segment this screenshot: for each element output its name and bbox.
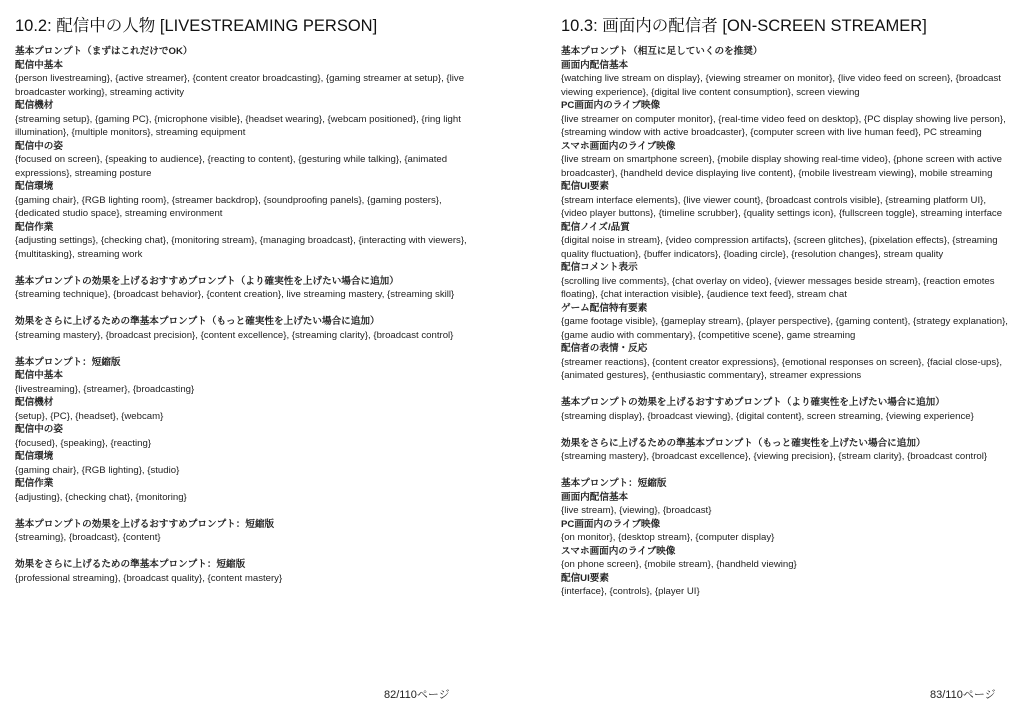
section-text: {setup}, {PC}, {headset}, {webcam} xyxy=(15,410,164,422)
section-text: {streamer reactions}, {content creator expressions}, {emotional responses on screen}, {facial close-ups}, {animated gestures}, {enthusiastic commentary}, streamer expressions xyxy=(561,356,1003,381)
section-heading: 配信中の姿 xyxy=(15,424,63,435)
section-heading: スマホ画面内のライブ映像 xyxy=(561,140,676,152)
section-heading: ゲーム配信特有要素 xyxy=(561,302,648,314)
short-label: 基本プロンプト：短縮版 xyxy=(561,478,667,489)
section-heading: 配信環境 xyxy=(15,181,54,192)
section-heading: 配信UI要素 xyxy=(561,181,609,192)
page-number: 83/110ページ xyxy=(930,689,996,701)
semi-basic-text: {streaming mastery}, {broadcast excellence}, {viewing precision}, {stream clarity}, {broadcast control} xyxy=(561,451,988,462)
section-text: {digital noise in stream}, {video compression artifacts}, {screen glitches}, {pixelation effects}, {streaming quality fluctuation}, {buffer indicators}, {loading circle}, {resolution changes}, stream quality xyxy=(561,235,998,260)
section-text: {person livestreaming}, {active streamer}, {content creator broadcasting}, {gaming streamer at setup}, {live broadcaster working}, streaming activity xyxy=(15,73,465,98)
section-text: {gaming chair}, {RGB lighting room}, {streamer backdrop}, {soundproofing panels}, {gaming posters}, {dedicated studio space}, streaming environment xyxy=(15,194,442,219)
page-number: 82/110ページ xyxy=(384,689,450,701)
section-heading: 配信環境 xyxy=(15,451,54,462)
semi-basic-short-text: {professional streaming}, {broadcast quality}, {content mastery} xyxy=(15,572,283,584)
section-heading: 画面内配信基本 xyxy=(561,491,629,503)
recommended-short-heading: 基本プロンプトの効果を上げるおすすめプロンプト：短縮版 xyxy=(15,518,275,530)
recommended-text: {streaming display}, {broadcast viewing}, {digital content}, screen streaming, {viewing experience} xyxy=(561,410,974,422)
recommended-heading: 基本プロンプトの効果を上げるおすすめプロンプト（より確実性を上げたい場合に追加） xyxy=(561,397,945,408)
section-text: {live stream}, {viewing}, {broadcast} xyxy=(561,505,712,516)
section-text: {streaming setup}, {gaming PC}, {microphone visible}, {headset wearing}, {webcam positioned}, {ring light illumination}, {multiple monitors}, streaming equipment xyxy=(15,113,461,138)
section-text: {live stream on smartphone screen}, {mobile display showing real-time video}, {phone screen with active broadcaster}, {handheld device displaying live content}, {mobile livestream viewing}, mobile streaming xyxy=(561,154,1003,179)
section-text: {focused on screen}, {speaking to audience}, {reacting to content}, {gesturing while talking}, {animated expressions}, streaming posture xyxy=(15,154,448,179)
section-text: {interface}, {controls}, {player UI} xyxy=(561,586,700,597)
section-heading: 配信者の表情・反応 xyxy=(561,343,648,354)
left-page xyxy=(15,0,470,712)
section-heading: 画面内配信基本 xyxy=(561,59,629,71)
section-heading: 配信機材 xyxy=(15,100,54,111)
page-title: 10.3: 画面内の配信者 [ON-SCREEN STREAMER] xyxy=(561,17,927,35)
basic-prompt-label: 基本プロンプト（まずはこれだけでOK） xyxy=(15,46,193,57)
section-heading: 配信機材 xyxy=(15,397,54,408)
section-text: {on monitor}, {desktop stream}, {computer display} xyxy=(561,532,775,543)
section-text: {gaming chair}, {RGB lighting}, {studio} xyxy=(15,464,180,476)
section-heading: 配信中基本 xyxy=(15,59,63,71)
section-heading: 配信中基本 xyxy=(15,370,63,381)
section-heading: 配信ノイズ/品質 xyxy=(561,221,630,233)
semi-basic-heading: 効果をさらに上げるための準基本プロンプト（もっと確実性を上げたい場合に追加） xyxy=(561,437,926,449)
section-text: {watching live stream on display}, {viewing streamer on monitor}, {live video feed on screen}, {broadcast viewing experience}, {digital live content consumption}, screen viewing xyxy=(561,73,1001,98)
semi-basic-text: {streaming mastery}, {broadcast precision}, {content excellence}, {streaming clarity}, {broadcast control} xyxy=(15,329,454,341)
recommended-text: {streaming technique}, {broadcast behavior}, {content creation}, live streaming mastery, {streaming skill} xyxy=(15,289,455,300)
section-heading: スマホ画面内のライブ映像 xyxy=(561,545,676,557)
section-heading: 配信作業 xyxy=(15,221,54,233)
section-heading: PC画面内のライブ映像 xyxy=(561,100,661,111)
section-text: {live streamer on computer monitor}, {real-time video feed on desktop}, {PC display showing live person}, {streaming window with active broadcaster}, {computer screen with live human feed}, PC streaming xyxy=(561,113,1006,138)
section-text: {on phone screen}, {mobile stream}, {handheld viewing} xyxy=(561,559,797,570)
section-heading: 配信中の姿 xyxy=(15,140,63,152)
section-heading: PC画面内のライブ映像 xyxy=(561,518,661,530)
section-text: {adjusting}, {checking chat}, {monitoring} xyxy=(15,491,187,503)
section-text: {stream interface elements}, {live viewer count}, {broadcast controls visible}, {streaming platform UI}, {video player buttons}, {timeline scrubber}, {quality settings icon}, {fullscreen toggle}, streaming interface xyxy=(561,194,1003,219)
page-title: 10.2: 配信中の人物 [LIVESTREAMING PERSON] xyxy=(15,17,378,35)
section-text: {adjusting settings}, {checking chat}, {monitoring stream}, {managing broadcast}, {interacting with viewers}, {multitasking}, streaming work xyxy=(15,235,467,260)
right-page xyxy=(561,0,1011,712)
recommended-short-text: {streaming}, {broadcast}, {content} xyxy=(15,532,161,543)
section-text: {focused}, {speaking}, {reacting} xyxy=(15,437,152,449)
section-heading: 配信作業 xyxy=(15,478,54,489)
section-heading: 配信UI要素 xyxy=(561,572,609,584)
short-label: 基本プロンプト：短縮版 xyxy=(15,356,121,368)
semi-basic-short-heading: 効果をさらに上げるための準基本プロンプト：短縮版 xyxy=(15,559,246,570)
section-heading: 配信コメント表示 xyxy=(561,262,638,273)
semi-basic-heading: 効果をさらに上げるための準基本プロンプト（もっと確実性を上げたい場合に追加） xyxy=(15,316,380,327)
section-text: {scrolling live comments}, {chat overlay on video}, {viewer messages beside stream}, {reaction emotes floating}, {chat interaction visible}, {audience text feed}, stream chat xyxy=(561,275,995,300)
basic-prompt-label: 基本プロンプト（相互に足していくのを推奨） xyxy=(561,46,763,57)
recommended-heading: 基本プロンプトの効果を上げるおすすめプロンプト（より確実性を上げたい場合に追加） xyxy=(15,275,399,287)
section-text: {livestreaming}, {streamer}, {broadcasting} xyxy=(15,383,195,395)
section-text: {game footage visible}, {gameplay stream}, {player perspective}, {gaming content}, {strategy explanation}, {game audio with commentary}, {competitive scene}, game streaming xyxy=(561,316,1008,341)
